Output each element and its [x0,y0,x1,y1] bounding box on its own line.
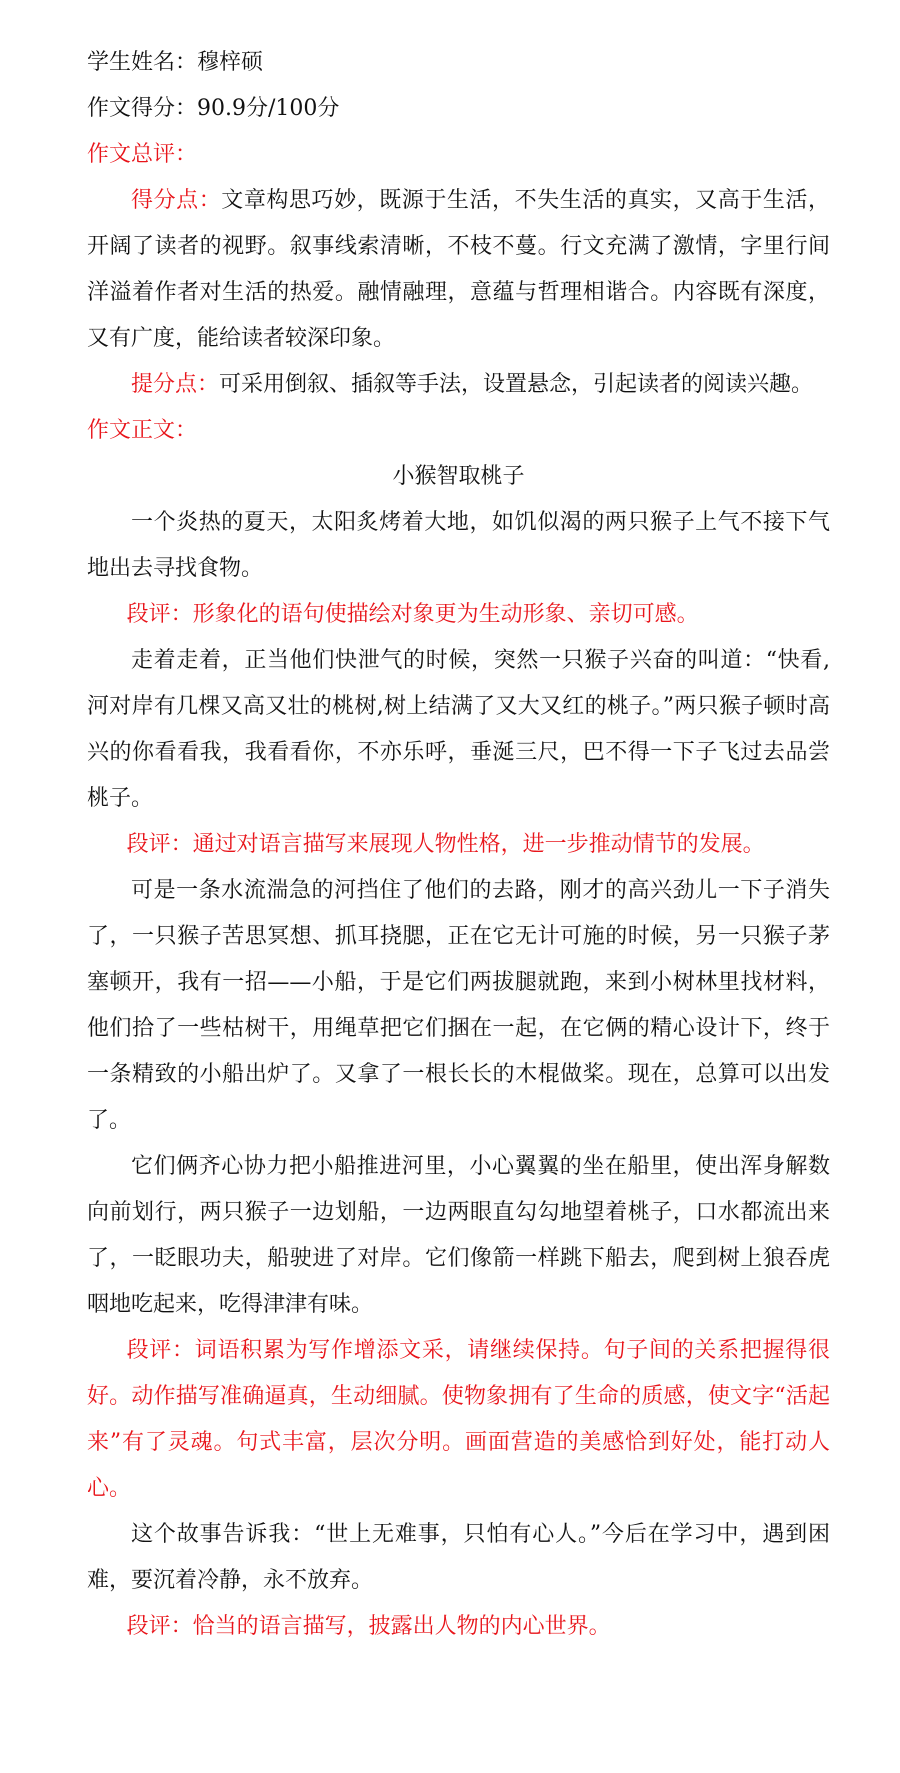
paragraph-comment-3: 段评：词语积累为写作增添文采，请继续保持。句子间的关系把握得很好。动作描写准确逼真，生动细腻。使物象拥有了生命的质感，使文字“活起来”有了灵魂。句式丰富，层次分明。画面营造的美感恰到好处，能打动人心。 [87,1338,830,1501]
score-label: 作文得分： [87,96,198,121]
strengths-paragraph [87,178,830,362]
improve-label: 提分点： [131,372,220,397]
score-line [87,86,830,132]
top-spacer [87,0,830,40]
essay-paragraph-3: 可是一条水流湍急的河挡住了他们的去路，刚才的高兴劲儿一下子消失了，一只猴子苦思冥想、抓耳挠腮，正在它无计可施的时候，另一只猴子茅塞顿开，我有一招——小船，于是它们两拔腿就跑，来到小树林里找材料，他们拾了一些枯树干，用绳草把它们捆在一起，在它俩的精心设计下，终于一条精致的小船出炉了。又拿了一根长长的木棍做桨。现在，总算可以出发了。 [87,878,830,1133]
paragraph-comment-4: 段评：恰当的语言描写，披露出人物的内心世界。 [126,1614,611,1639]
strengths-label: 得分点： [131,188,222,213]
essay-title: 小猴智取桃子 [392,464,525,489]
essay-paragraph-2: 走着走着，正当他们快泄气的时候，突然一只猴子兴奋的叫道：“快看,河对岸有几棵又高又壮的桃树,树上结满了又大又红的桃子。”两只猴子顿时高兴的你看看我，我看看你，不亦乐呼，垂涎三尺，巴不得一下子飞过去品尝桃子。 [87,648,830,811]
strengths-text: 文章构思巧妙，既源于生活，不失生活的真实，又高于生活，开阔了读者的视野。叙事线索清晰，不枝不蔓。行文充满了激情，字里行间洋溢着作者对生活的热爱。融情融理，意蕴与哲理相谐合。内容既有深度，又有广度，能给读者较深印象。 [87,188,830,351]
score-value: 90.9分/100分 [197,96,340,121]
student-name-label: 学生姓名： [87,50,198,75]
improve-text: 可采用倒叙、插叙等手法，设置悬念，引起读者的阅读兴趣。 [219,372,814,397]
review-heading: 作文总评： [87,142,198,167]
student-name: 穆梓硕 [197,50,264,75]
essay-paragraph-5: 这个故事告诉我：“世上无难事，只怕有心人。”今后在学习中，遇到困难，要沉着冷静，永不放弃。 [87,1522,830,1593]
essay-heading: 作文正文： [87,418,198,443]
paragraph-comment-1: 段评：形象化的语句使描绘对象更为生动形象、亲切可感。 [126,602,699,627]
student-name-line [87,40,830,86]
paragraph-comment-2: 段评：通过对语言描写来展现人物性格，进一步推动情节的发展。 [126,832,765,857]
essay-paragraph-1: 一个炎热的夏天，太阳炙烤着大地，如饥似渴的两只猴子上气不接下气地出去寻找食物。 [87,510,830,581]
essay-paragraph-4: 它们俩齐心协力把小船推进河里，小心翼翼的坐在船里，使出浑身解数向前划行，两只猴子一边划船，一边两眼直勾勾地望着桃子，口水都流出来了，一眨眼功夫，船驶进了对岸。它们像箭一样跳下船去，爬到树上狼吞虎咽地吃起来，吃得津津有味。 [87,1154,830,1317]
improve-paragraph [87,362,830,408]
